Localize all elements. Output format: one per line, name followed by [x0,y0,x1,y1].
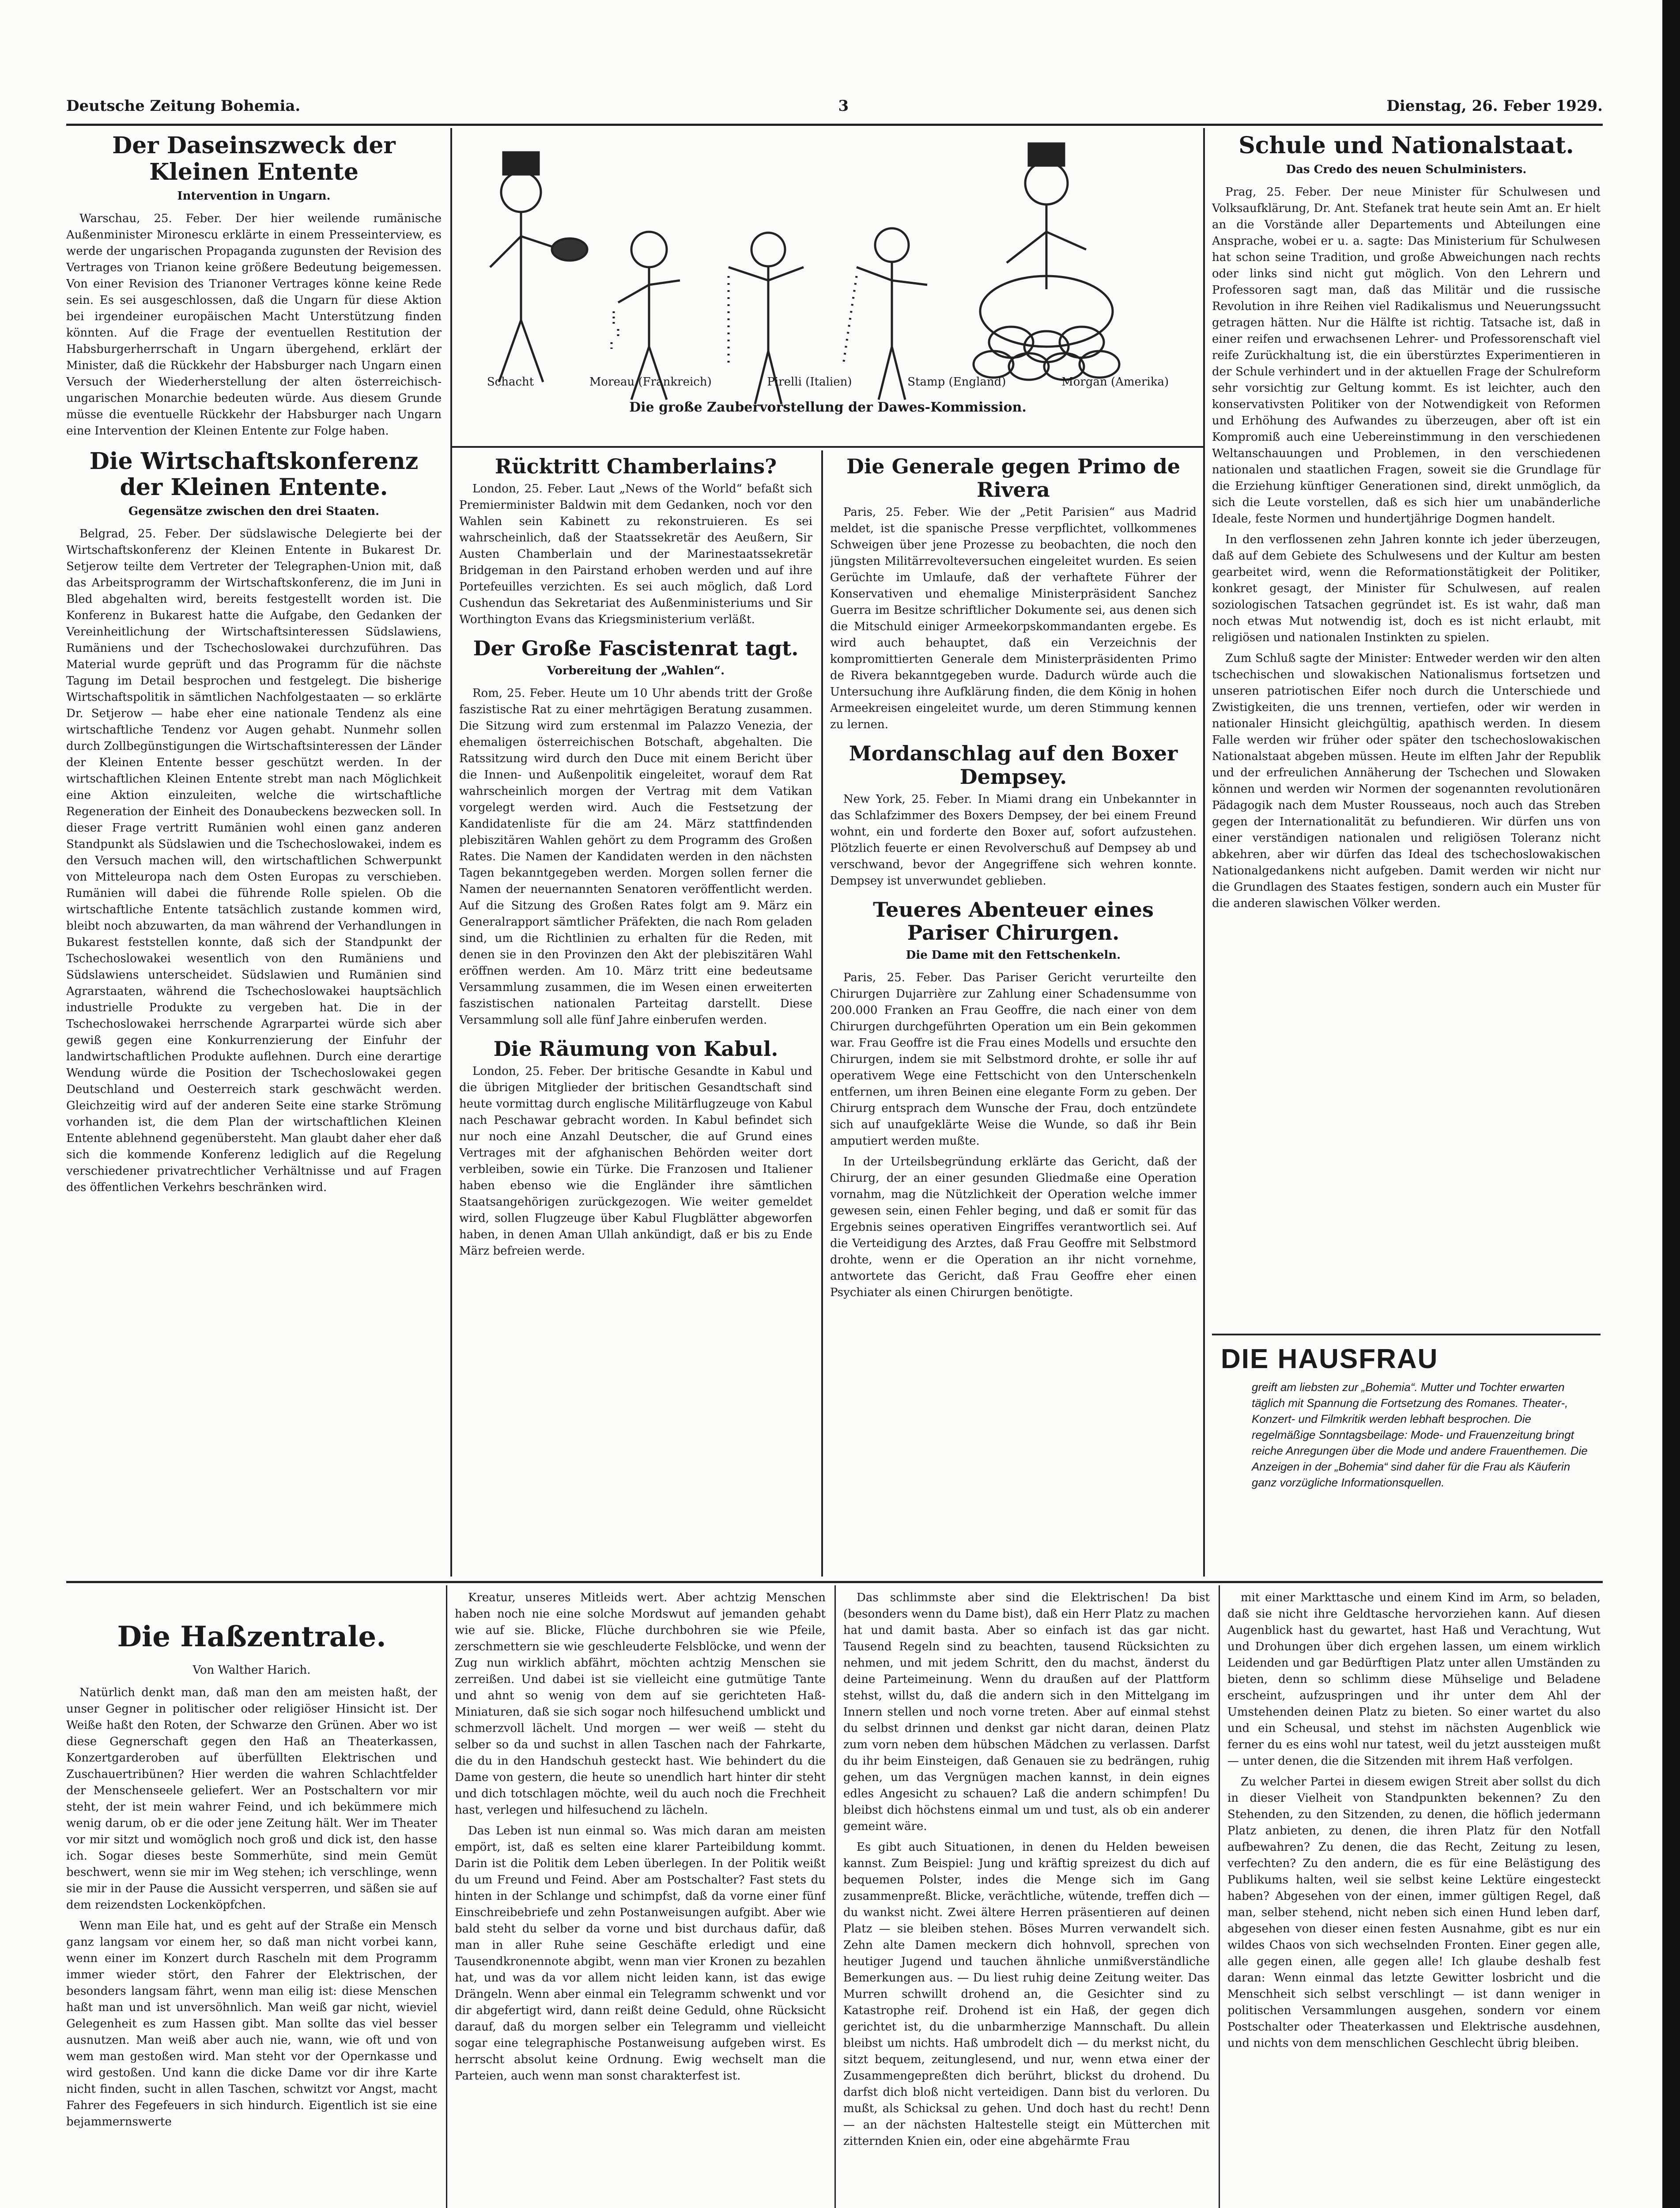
headline: Der Große Fascistenrat tagt. [473,636,799,660]
article-paragraph: Das Leben ist nun einmal so. Was mich daran am meisten empört, ist, daß es selten eine klarer Parteibildung kommt. Darin ist die Politik dem Leben überlegen. In der Politik weißt du um Freund und Feind. Aber am Postschalter? Fast stets du hinten in der Schlange und schimpfst, daß da vorne einer fünf Einschreibebriefe und zehn Postanweisungen aufgibt. Aber wie bald steht du selber da vorne und bist durchaus dafür, daß man in aller Ruhe seine Geschäfte erledigt und eine Tausendkronennote abgibt, wenn man vier Kronen zu bezahlen hat, und was da vor allem nicht leiden kann, ist das ewige Drängeln. Wenn aber einmal ein Telegramm schwenkt und vor dir abgefertigt wird, dann reißt deine Geduld, ohne Rücksicht darauf, daß du morgen selber ein Telegramm und vielleicht sogar eine telegraphische Postanweisung aufgeben wirst. Es herrscht absolut keine Ordnung. Ewig wechselt man die Parteien, auch wenn man sonst charakterfest ist. [455,1824,826,2083]
column-center-left [459,455,812,1577]
headline: Die Räumung von Kabul. [493,1036,778,1061]
headline: Die Generale gegen Primo de Rivera [846,455,1181,502]
article-paragraph: Das schlimmste aber sind die Elektrischen! Da bist (besonders wenn du Dame bist), daß ein Herr Platz zu machen hat und damit basta. Aber so einfach ist das gar nicht. Tausend Regeln sind zu beachten, tausend Rücksichten zu nehmen, und mit jedem Schritt, den du machst, änderst du deine Parteimeinung. Wenn du draußen auf der Plattform stehst, willst du, daß die andern sich in den Mittelgang im Innern stellen und noch vorne treten. Aber auf einmal stehst du selbst drinnen und denkst gar nicht daran, deinen Platz zum vorn neben dem hübschen Mädchen zu verlassen. Darfst du ihr beim Einsteigen, daß Genauen sie zu bedrängen, ruhig gehen, um das Vergnügen machen kannst, in dein eignes edles Angesicht zu schauen? Laß die andern schimpfen! Du bleibst dich höchstens einmal um und tust, als ob ein anderer gemeint wäre. [843,1591,1210,1833]
subheadline: Die Dame mit den Fettschenkeln. [906,949,1121,962]
article-paragraph: Wenn man Eile hat, und es geht auf der Straße ein Mensch ganz langsam vor einem her, so daß man nicht vorbei kann, wenn einer im Konzert durch Rascheln mit dem Programm immer wieder stört, den Fahrer der Elektrischen, der besonders langsam fährt, wenn man eilig ist: diese Menschen haßt man und ist unversöhnlich. Man weiß gar nicht, wieviel Gelegenheit es zum Hassen gibt. Man sollte das viel besser ausnutzen. Man weiß aber auch nie, wann, wie oft und von wem man gestoßen wird. Man steht vor der Opernkasse und wird gestoßen. Und kann die dicke Dame vor dir ihre Karte nicht finden, sucht in allen Taschen, schwitzt vor Angst, macht Fahrer des Fegefeuers in sich hindurch. Eigentlich ist sie eine bejammernswerte [66,1919,437,2129]
headline: Die Haßzentrale. [117,1620,386,1653]
headline: Teueres Abenteuer eines Pariser Chirurgen. [873,897,1154,945]
feuilleton-column-3 [843,1590,1210,2208]
article-paragraph: In der Urteilsbegründung erklärte das Gericht, daß der Chirurg, der an einer gesunden Gliedmaße eine Operation vornahm, mag die Nützlichkeit der Operation welche immer gewesen sein, einen Fehler beging, und daß er somit für das Ergebnis seines operativen Eingriffes verantwortlich sei. Auf die Verteidigung des Arztes, daß Frau Geoffre mit Selbstmord drohte, wenn er die Operation an ihr nicht vornehme, antwortete das Gericht, daß Frau Geoffre eher einen Psychiater als einen Chirurgen benötigte. [830,1155,1197,1300]
caption-name: Stamp (England) [907,375,1006,389]
byline: Von Walther Harich. [193,1663,311,1677]
column-rule [821,450,823,1577]
figure-stamp [843,228,927,400]
issue-date: Dienstag, 26. Feber 1929. [1386,97,1603,115]
advertisement-hausfrau [1212,1334,1601,1600]
article-paragraph: London, 25. Feber. Laut „News of the World“ befaßt sich Premierminister Baldwin mit dem Gedanken, noch vor den Wahlen sein Kabinett zu rekonstruieren. Es sei wahrscheinlich, daß der Staatssekretär des Aeußern, Sir Austen Chamberlain und der Marinestaatssekretär Bridgeman in den Pairstand erhoben werden und auf ihre Portefeuilles verzichten. Es sei auch möglich, daß Lord Cushendun das Sekretariat des Außenministeriums und Sir Worthington Evans das Kriegsministerium verläßt. [459,482,812,626]
feuilleton-column-2 [455,1590,826,2208]
column-right [1212,132,1601,1325]
caption-name: Pirelli (Italien) [767,375,852,389]
article-paragraph: Prag, 25. Feber. Der neue Minister für Schulwesen und Volksaufklärung, Dr. Ant. Stefanek trat heute sein Amt an. Er hielt an die Vorstände aller Departements und Abteilungen eine Ansprache, wobei er u. a. sagte: Das Ministerium für Schulwesen hat schon seine Tradition, und große Abweichungen nach rechts oder links sind nicht gut möglich. Von den Lehrern und Professoren sagt man, daß das Militär und die russische Revolution in ihre Reihen viel Radikalismus und Neuerungssucht getragen hätten. Nur die Hälfte ist richtig. Tatsache ist, daß in einer reifen und erwachsenen Lehrer- und Professorenschaft viel reife Zurückhaltung ist, die ein überstürztes Experimentieren in der Schule verhindert und in der aktuellen Frage der Schulreform sehr vorsichtig zur Geltung kommt. Es ist leichter, auch den konservativsten Politiker von der Notwendigkeit von Reformen und Erhöhung des Aufwandes zu überzeugen, aber oft ist ein Kompromiß auch eine Uebereinstimmung in den verschiedenen Weltanschauungen und Problemen, in den verschiedenen nationalen und staatlichen Fragen, soweit sie die Grundlage für die Erziehung künftiger Generationen sind, direkt unmöglich, da sich die Leute vorstellen, daß es sich hier um unabänderliche Ideale, feste Normen und hundertjährige Dogmen handelt. [1212,185,1601,526]
masthead-rule [66,124,1603,126]
column-rule [446,1585,447,2208]
figure-schacht [490,152,587,382]
masthead [66,93,1603,119]
headline: Mordanschlag auf den Boxer Dempsey. [849,741,1178,789]
column-rule [1203,128,1205,1577]
article-paragraph: Zum Schluß sagte der Minister: Entweder werden wir den alten tschechischen und slowakischen Nationalismus fortsetzen und unseren patriotischen Eifer noch durch die Unterschiede und Zwistigkeiten, die uns trennen, vertiefen, oder wir werden in nationaler Hinsicht gleichgültig, apathisch werden. In diesem Falle werden wir früher oder später den tschechoslowakischen Nationalstaat abgeben müssen. Heute im elften Jahr der Republik und der erfreulichen Annäherung der Tschechen und Slowaken können und werden wir Normen der sogenannten revolutionären Pädagogik nach dem Muster Rousseaus, noch auch das Streben gegen der Internationalität zu befundieren. Wir dürfen uns von einer verständigen nationalen und religiösen Toleranz nicht abkehren, aber wir dürfen das Ideal des tschechoslowakischen Nationalgedankens nicht aufgeben. Damit werden wir nicht nur die Grundlagen des Staates festigen, sondern auch ein Muster für die anderen slawischen Völker werden. [1212,651,1601,910]
article-paragraph: Warschau, 25. Feber. Der hier weilende rumänische Außenminister Mironescu erklärte in einem Presseinterview, es werde der ungarischen Propaganda zugunsten der Revision des Vertrages von Trianon keine größere Bedeutung beigemessen. Von einer Revision des Trianoner Vertrages könne keine Rede sein. Es sei ausgeschlossen, daß die Ungarn für diese Aktion bei irgendeiner europäischen Macht Unterstützung finden könnten. Auf die Frage der eventuellen Restitution der Habsburgerherrschaft in Ungarn übergehend, erklärt der Minister, daß die Rückkehr der Habsburger nach Ungarn einen Versuch der Wiederherstellung der alten österreichisch-ungarischen Monarchie bedeuten würde. Aus diesem Grunde müsse die eventuelle Rückkehr der Habsburger nach Ungarn eine Intervention der Kleinen Entente zur Folge haben. [66,212,442,438]
caption-name: Morgan (Amerika) [1061,375,1169,389]
cartoon-caption-title: Die große Zaubervorstellung der Dawes-Kommission. [629,400,1027,415]
feuilleton-column-4 [1227,1590,1601,2208]
column-center-right [830,455,1197,1577]
ad-body: greift am liebsten zur „Bohemia“. Mutter und Tochter erwarten täglich mit Spannung die Fortsetzung des Romanes. Theater-, Konzert- und Filmkritik werden lebhaft besprochen. Die regelmäßige Sonntagsbeilage: Mode- und Frauenzeitung bringt reiche Anregungen über die Mode und andere Frauenthemen. Die Anzeigen in der „Bohemia“ sind daher für die Frau als Käuferin ganz vorzügliche Informationsquellen. [1252,1380,1588,1489]
article-paragraph: Es gibt auch Situationen, in denen du Helden beweisen kannst. Zum Beispiel: Jung und kräftig spreizest du dich auf bequemen Polster, indes die Menge sich im Gang zusammenpreßt. Blicke, verächtliche, wütende, treffen dich — du wankst nicht. Zwei ältere Herren präsentieren auf deinen Platz — sie bleiben stehen. Böses Murren verwandelt sich. Zehn alte Damen meckern dich hohnvoll, sprechen von heutiger Jugend und tauchen ähnliche unmißverständliche Bemerkungen aus. — Du liest ruhig deine Zeitung weiter. Das Murren schwillt drohend an, die Gesichter sind zu Katastrophe reif. Drohend ist ein Haß, der gegen dich gerichtet ist, du die unbarmherzige Mannschaft. Du allein bleibst um nichts. Haß umbrodelt dich — du merkst nicht, du sitzt bequem, zeitunglesend, und nur, wenn etwa einer der Zusammengepreßten dich berührt, blickst du drohend. Du darfst dich bloß nicht verteidigen. Dann bist du verloren. Du mußt, als Schicksal zu gehen. Und doch hast du recht! Denn — an der nächsten Haltestelle steigt ein Mütterchen mit zitternden Knien ein, oder eine abgehärmte Frau [843,1841,1210,2148]
column-rule [834,1585,836,2208]
figure-moreau [612,232,680,400]
subheadline: Gegensätze zwischen den drei Staaten. [128,505,380,518]
headline: Die Wirtschaftskonferenz der Kleinen Entente. [89,447,419,501]
ad-title: DIE HAUSFRAU [1221,1344,1438,1374]
column-rule [1219,1585,1220,2208]
article-paragraph: Rom, 25. Feber. Heute um 10 Uhr abends tritt der Große faszistische Rat zu einer mehrtägigen Beratung zusammen. Die Sitzung wird zum erstenmal im Palazzo Venezia, der ehemaligen österreichischen Botschaft, abgehalten. Die Ratssitzung wird durch den Duce mit einem Bericht über die Innen- und Außenpolitik eingeleitet, worauf dem Rat wahrscheinlich morgen der Vertrag mit dem Vatikan vorgelegt werden wird. Auch die Festsetzung der Kandidatenliste für die am 24. März stattfindenden plebiszitären Wahlen gehört zu dem Programm des Großen Rates. Die Namen der Kandidaten werden in den nächsten Tagen bekanntgegeben werden. Morgen sollen ferner die Namen der neuernannten Senatoren veröffentlicht werden. Auf die Sitzung des Großen Rates folgt am 9. März ein Generalrapport sämtlicher Präfekten, die nach Rom geladen sind, um die Richtlinien zu erhalten für die Reden, mit denen sie in den Provinzen den Akt der plebiszitären Wahl eröffnen werden. Am 10. März tritt eine bedeutsame Versammlung zusammen, die im Wesen einen erweiterten faszistischen nationalen Parteitag darstellt. Diese Versammlung soll alle fünf Jahre einberufen werden. [459,686,812,1027]
figure-morgan [974,144,1119,380]
headline: Schule und Nationalstaat. [1238,132,1574,159]
article-paragraph: In den verflossenen zehn Jahren konnte ich jeder überzeugen, daß auf dem Gebiete des Schulwesens und der Kultur am besten gearbeitet wird, wenn die Reformationstätigkeit der Politiker, konkret gesagt, der Minister für Schulwesen, auf realen soziologischen Tatsachen gegründet ist. Es ist wahr, daß man noch etwas Mut notwendig ist, doch es ist nicht erlaubt, mit religiösen und nationalen Instinkten zu spielen. [1212,533,1601,644]
column-left [66,132,442,1577]
article-paragraph: Natürlich denkt man, daß man den am meisten haßt, der unser Gegner in politischer oder religiöser Hinsicht ist. Der Weiße haßt den Roten, der Schwarze den Grünen. Aber wo ist diese Gegnerschaft gegen den Haß an Theaterkassen, Konzertgarderoben auf überfüllten Elektrischen und Zuschauertribünen? Hier werden die wahren Schlachtfelder der Menschenseele geliefert. Wer an Postschaltern vor mir steht, der ist mein wahrer Feind, und ich bekümmere mich wenig darum, ob er die oder jene Zeitung hält. Wer im Theater vor mir sitzt und womöglich noch groß und dick ist, den hasse ich. Sogar dieses beste Sommerhüte, sind mein Gemüt beschwert, wenn sie mir im Weg stehen; ich verschlinge, wenn sie mir in der Pause die Aussicht versperren, und säßen sie auf dem reizendsten Lockenköpfchen. [66,1686,437,1912]
article-paragraph: Paris, 25. Feber. Wie der „Petit Parisien“ aus Madrid meldet, ist die spanische Presse verpflichtet, vollkommenes Schweigen über jene Prozesse zu beobachten, die noch den jüngsten Militärrevolteversuchen eingeleitet wurden. Es seien Gerüchte im Umlaufe, daß der verhaftete Führer der Konservativen und ehemalige Ministerpräsident Sanchez Guerra im Besitze schriftlicher Dokumente sei, aus denen sich die Mitschuld einiger Armeekorpskommandanten ergebe. Es wird auch behauptet, daß ein Verzeichnis der kompromittierten Generale dem Ministerpräsidenten Primo de Rivera bekanntgegeben wurde. Dadurch würde auch die Untersuchung ihre Aufklärung finden, die dem König in hohen Armeekreisen eingeleitet wurde, um deren Stimmung kennen zu lernen. [830,505,1197,731]
article-paragraph: New York, 25. Feber. In Miami drang ein Unbekannter in das Schlafzimmer des Boxers Dempsey, der bei einem Freund wohnt, ein und forderte den Boxer auf, sofort aufzustehen. Plötzlich feuerte er einen Revolverschuß auf Dempsey ab und verschwand, bevor der Angegriffene sich wehren konnte. Dempsey ist unverwundet geblieben. [830,792,1197,888]
article-paragraph: Belgrad, 25. Feber. Der südslawische Delegierte bei der Wirtschaftskonferenz der Kleinen Entente in Bukarest Dr. Setjerow teilte dem Vertreter der Telegraphen-Union mit, daß das Arbeitsprogramm der Wirtschaftskonferenz, die im Juni in Bled abgehalten wird, bereits festgestellt worden ist. Die Konferenz in Bukarest hatte die Aufgabe, den Gedanken der Vereinheitlichung der Wirtschaftsinteressen Südslawiens, Rumäniens und der Tschechoslowakei durchzuführen. Das Material wurde geprüft und das Programm für die nächste Tagung im Detail besprochen und festgelegt. Die bisherige Wirtschaftspolitik in sämtlichen Nachfolgestaaten — so erklärte Dr. Setjerow — habe eher eine nationale Tendenz als eine wirtschaftliche Tendenz vor Augen gehabt. Nunmehr sollen durch Zollbegünstigungen die Wirtschaftsinteressen der Länder der Kleinen Entente besser geschützt werden. In der wirtschaftlichen Kleinen Entente strebt man nach Möglichkeit eine Aktion einzuleiten, welche die wirtschaftliche Regeneration der Einheit des Donaubeckens bezwecken soll. In dieser Frage vertritt Rumänien wohl einen ganz anderen Standpunkt als Südslawien und die Tschechoslowakei, indem es den Versuch machen will, den wirtschaftlichen Schwerpunkt von Mitteleuropa nach dem Osten Europas zu verschieben. Rumänien will dabei die führende Rolle spielen. Ob die wirtschaftliche Entente tatsächlich zustande kommen wird, bleibt noch abzuwarten, da man während der Verhandlungen in Bukarest feststellen konnte, daß sich der Standpunkt der Tschechoslowakei wesentlich von den Rumäniens und Südslawiens unterscheidet. Südslawien und Rumänien sind Agrarstaaten, während die Tschechoslowakei hauptsächlich industrielle Produkte zu vergeben hat. Die in der Tschechoslowakei herrschende Agrarpartei würde sich aber gewiß gegen eine Konkurrenzierung der Einfuhr der landwirtschaftlichen Produkte auflehnen. Durch eine derartige Wendung würde die Position der Tschechoslowakei gegen Deutschland und Oesterreich stark geschwächt werden. Gleichzeitig wird auf der anderen Seite eine starke Strömung vorhanden ist, die dem Plan der wirtschaftlichen Kleinen Entente ablehnend gegenübersteht. Man glaubt daher eher daß sich die kommende Konferenz lediglich auf die Regelung verschiedener privatrechtlicher Verhältnisse und auf Fragen des öffentlichen Verkehrs beschränken wird. [66,527,442,1195]
cartoon-caption-names [459,375,1197,389]
column-rule [450,128,452,1577]
dawes-cartoon [459,135,1197,479]
subheadline: Vorbereitung der „Wahlen“. [547,664,725,677]
caption-name: Moreau (Frankreich) [589,375,712,389]
feuilleton-column-1 [66,1590,437,2208]
article-paragraph: Paris, 25. Feber. Das Pariser Gericht verurteilte den Chirurgen Dujarrière zur Zahlung einer Schadensumme von 200.000 Franken an Frau Geoffre, die nach einer von dem Chirurgen durchgeführten Operation um ein Bein gekommen war. Frau Geoffre ist die Frau eines Modells und ersuchte den Chirurgen, indem sie mit Selbstmord drohte, er solle ihr auf operativem Wege eine Fettschicht von den Unterschenkeln entfernen, um ihren Beinen eine elegante Form zu geben. Der Chirurg entsprach dem Wunsche der Frau, doch entzündete sich auf unaufgeklärte Weise die Wunde, so daß ihr Bein amputiert werden mußte. [830,971,1197,1148]
page-number: 3 [838,97,849,115]
scan-edge [1662,0,1680,2208]
article-paragraph: mit einer Markttasche und einem Kind im Arm, so beladen, daß sie nicht ihre Geldtasche hervorziehen kann. Auf diesen Augenblick hast du gewartet, hast Haß und Verachtung, Wut und Drohungen über dich ergehen lassen, um einem wirklich Leidenden und gar Bedürftigen Platz unter allen Umständen zu bieten, denn so schlimm diese Mühselige und Beladene erscheint, aufzuspringen und ihr unter dem Ahl der Umstehenden deinen Platz zu bieten. So einer wartet du also und ein Scheusal, und stehst im nächsten Augenblick wie ferner du es eins wohl nur tatest, weil du jetzt aussteigen mußt — unter denen, die die Sitzenden mit ihrem Haß verfolgen. [1227,1591,1601,1768]
headline: Der Daseinszweck der Kleinen Entente [112,132,396,185]
caption-name: Schacht [487,375,534,389]
subheadline: Intervention in Ungarn. [177,189,331,203]
subheadline: Das Credo des neuen Schulministers. [1286,163,1527,176]
article-paragraph: London, 25. Feber. Der britische Gesandte in Kabul und die übrigen Mitglieder der britischen Gesandtschaft sind heute vormittag durch englische Militärflugzeuge von Kabul nach Peschawar gebracht worden. In Kabul befindet sich nur noch eine Anzahl Deutscher, die auf Grund eines Vertrages mit der afghanischen Behörden weiter dort verbleiben, sowie ein Türke. Die Franzosen und Italiener haben ebenso wie die Engländer ihre sämtlichen Staatsangehörigen zurückgezogen. Wie weiter gemeldet wird, sollen Flugzeuge über Kabul Flugblätter abgeworfen haben, in denen Aman Ullah ankündigt, daß er bis zu Ende März befreien werde. [459,1064,812,1258]
headline: Rücktritt Chamberlains? [495,455,777,478]
article-paragraph: Zu welcher Partei in diesem ewigen Streit aber sollst du dich in dieser Vielheit von Standpunkten bekennen? Zu den Stehenden, zu den Sitzenden, zu denen, die höflich jedermann Platz anbieten, zu denen, die ihren Platz für den Notfall aufbewahren? Zu denen, die das Recht, Zeitung zu lesen, verfechten? Zu den andern, die es für eine Belästigung des Publikums halten, weil sie selbst keine Lektüre eingesteckt haben? Abgesehen von der einen, immer gültigen Regel, daß man, selber stehend, nicht neben sich einen Hund leben darf, abgesehen von dieser einen festen Ausnahme, gibt es nur ein wildes Chaos von sich wechselnden Fronten. Einer gegen alle, alle gegen einen, alle gegen alle! Ich glaube deshalb fest daran: Wenn einmal das letzte Gewitter losbricht und die Menschheit sich selbst verschlingt — ist dann weniger in politischen Versammlungen ausgehen, sondern vor einem Postschalter oder Theaterkassen und Elektrische ausdehnen, und nichts von dem menschlichen Geschlecht übrig bleiben. [1227,1775,1601,2050]
article-paragraph: Kreatur, unseres Mitleids wert. Aber achtzig Menschen haben noch nie eine solche Mordswut auf jemanden gehabt wie auf sie. Blicke, Flüche durchbohren sie wie Pfeile, zerschmettern sie wie geschleuderte Felsblöcke, und wenn der Zug nun wirklich abfährt, möchten achtzig Menschen sie zerreißen. Und dabei ist sie vielleicht eine gutmütige Tante und ahnt so wenig von dem auf sie gerichteten Haß-Miniaturen, daß sie sich sogar noch hilfesuchend umblickt und schmerzvoll lächelt. Und morgen — wer weiß — steht du selber so da und suchst in allen Taschen nach der Fahrkarte, die du in den Handschuh gesteckt hast. Wie behindert du die Dame von gestern, die heute so unendlich hart hinter dir steht und dich totschlagen möchte, weil du auch noch die Frechheit hast, verlegen und hilfesuchend zu lächeln. [455,1591,826,1817]
newspaper-name: Deutsche Zeitung Bohemia. [66,97,301,115]
